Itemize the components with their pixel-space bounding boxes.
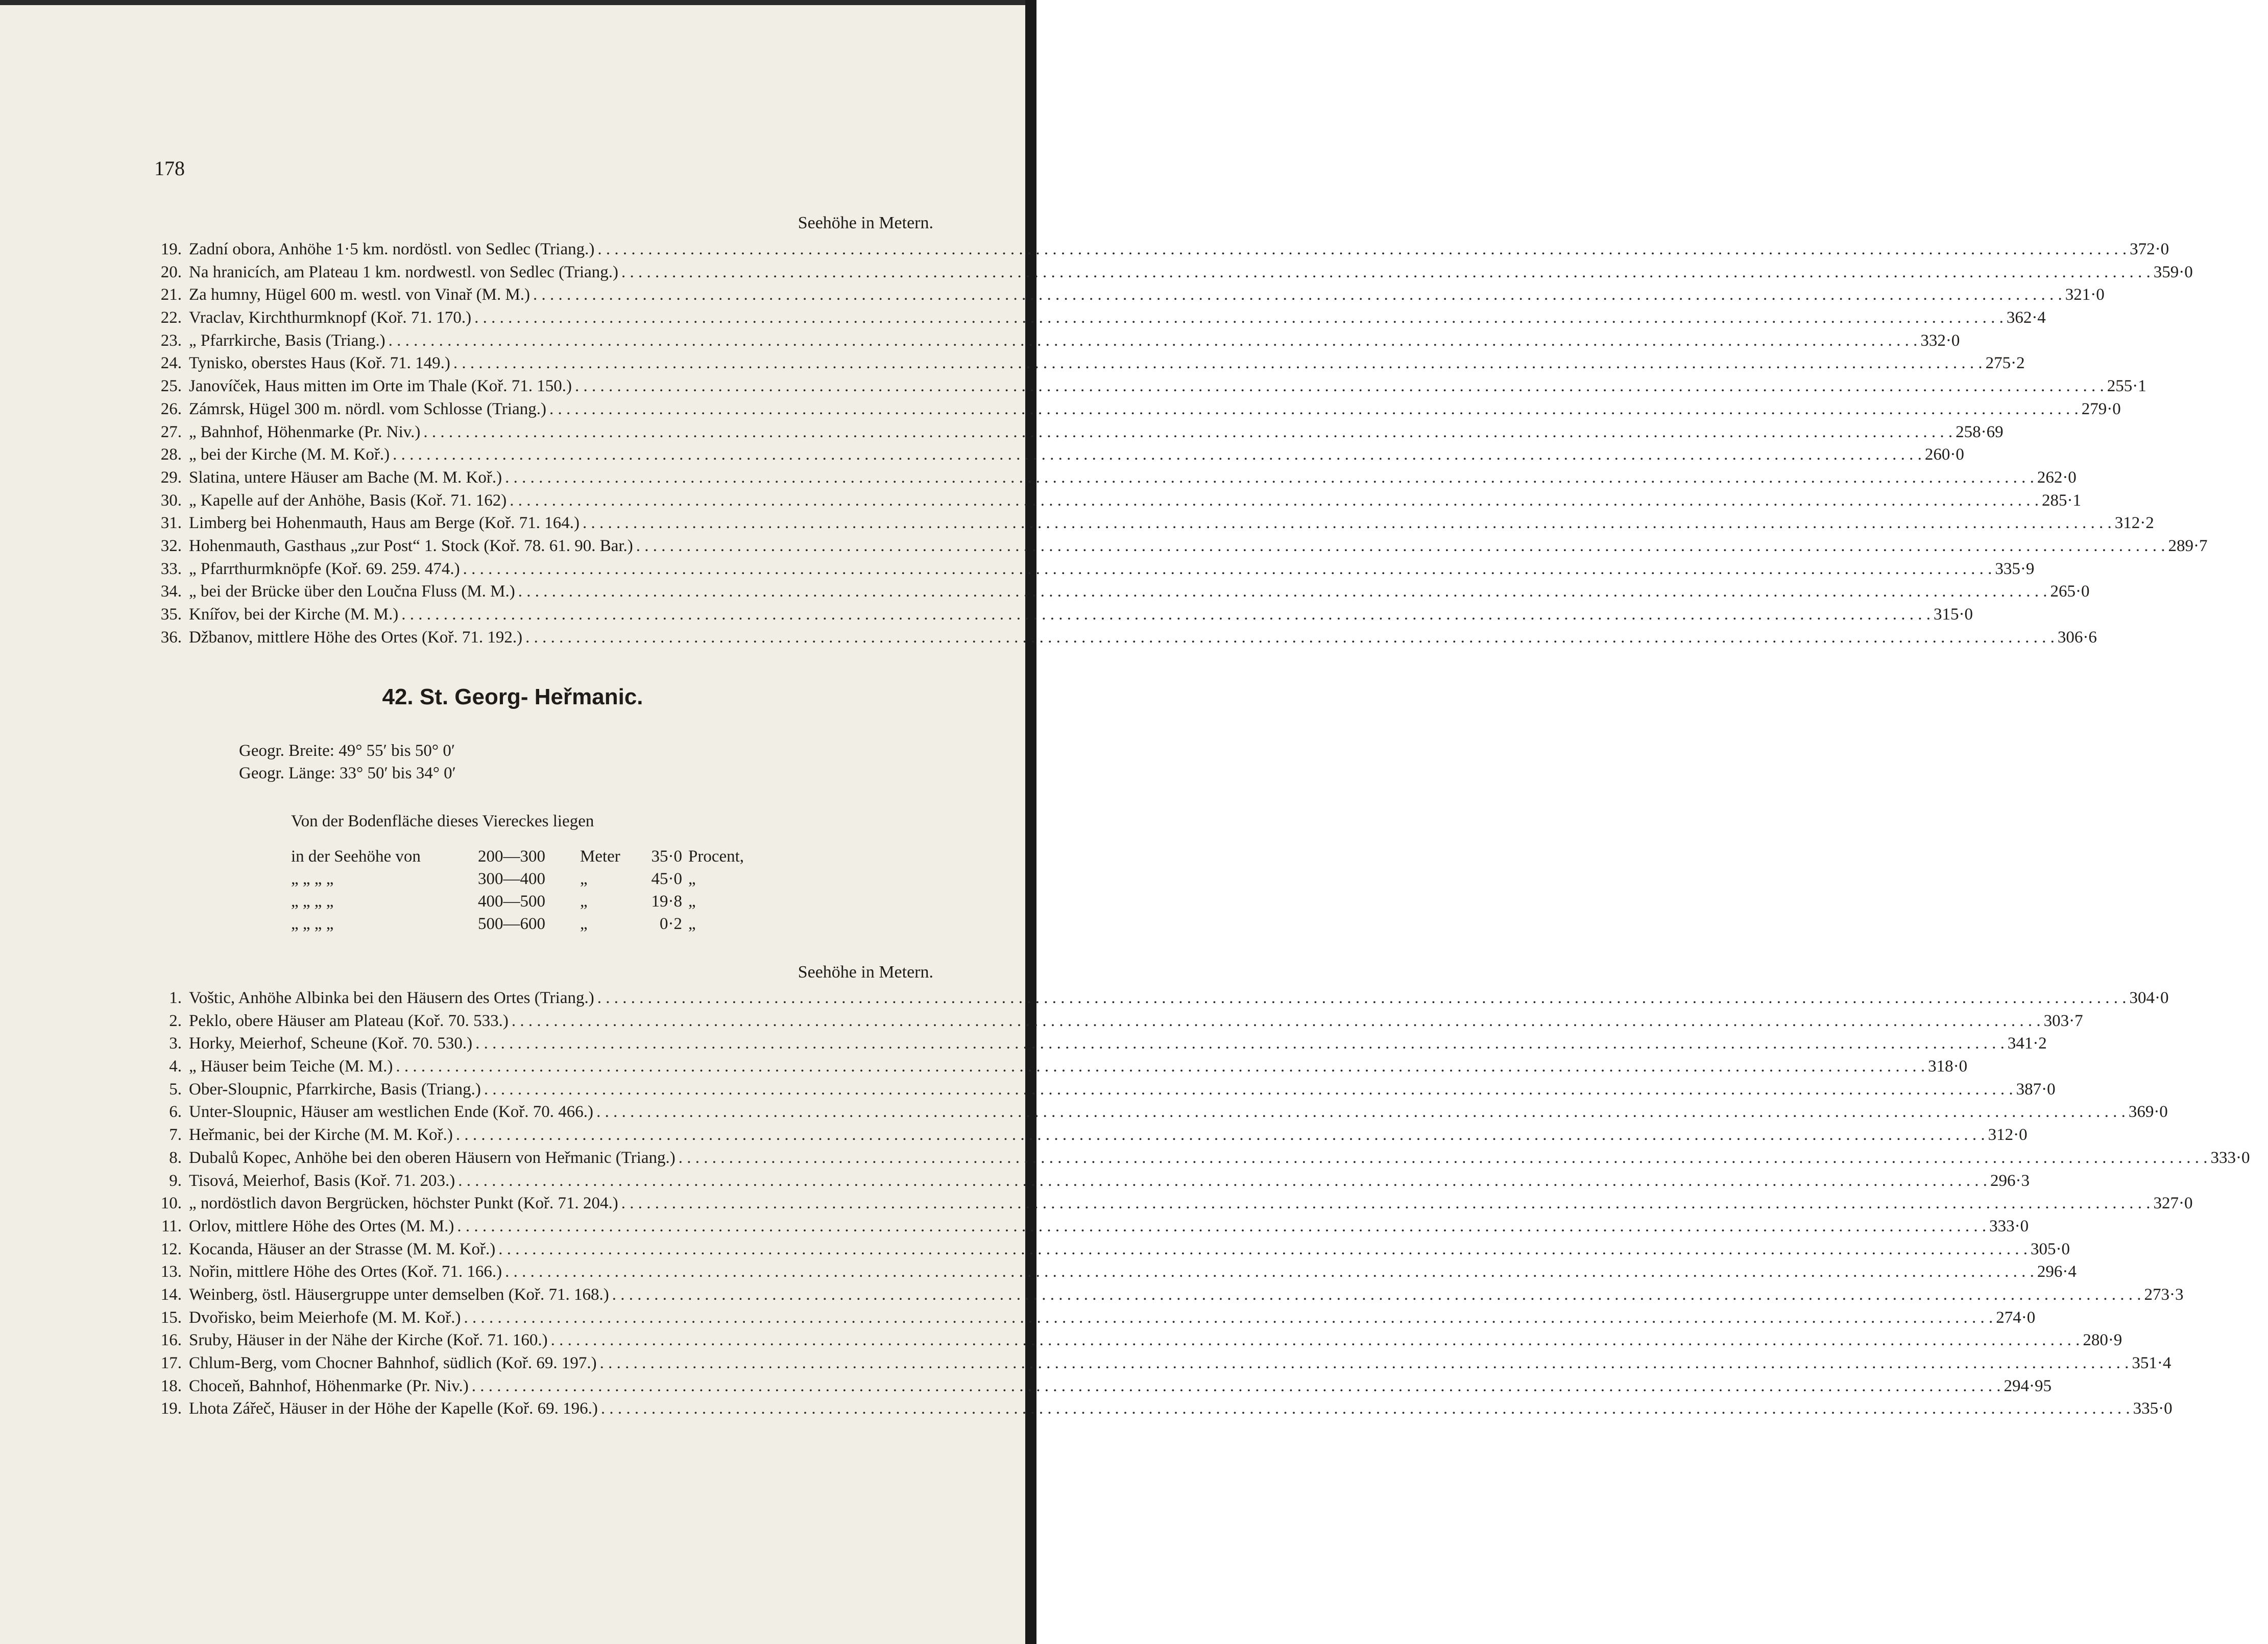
entry-description: Limberg bei Hohenmauth, Haus am Berge (Koř. 71. 164.) [189, 514, 580, 533]
entry-description: Džbanov, mittlere Höhe des Ortes (Koř. 71. 192.) [189, 628, 523, 647]
distribution-range: 300—400 [478, 870, 545, 888]
entry-description: Janovíček, Haus mitten im Orte im Thale (Koř. 71. 150.) [189, 377, 572, 396]
column-header-bottom: Seehöhe in Metern. [798, 963, 933, 982]
list-item [153, 1010, 2083, 1033]
leader-dots [506, 489, 2042, 512]
leader-dots [618, 261, 2154, 284]
entry-number: 35. [160, 605, 182, 624]
list-item [153, 421, 2004, 444]
entry-description: „ Pfarrthurmknöpfe (Koř. 69. 259. 474.) [189, 559, 460, 578]
leader-dots [593, 1101, 2129, 1124]
entry-description: Lhota Zářeč, Häuser in der Höhe der Kapelle (Koř. 69. 196.) [189, 1399, 598, 1418]
entry-number: 29. [160, 468, 182, 487]
distribution-row [291, 890, 744, 913]
entry-elevation: 280·9 [2083, 1331, 2122, 1350]
entry-elevation: 333·0 [2210, 1148, 2250, 1167]
entry-elevation: 369·0 [2128, 1103, 2168, 1122]
distribution-range: 200—300 [478, 847, 545, 866]
list-item [153, 261, 2193, 284]
leader-dots [502, 1260, 2037, 1283]
entry-description: Sruby, Häuser in der Nähe der Kirche (Koř. 71. 160.) [189, 1331, 548, 1350]
scan-border [0, 0, 1025, 5]
entry-description: „ nordöstlich davon Bergrücken, höchster Punkt (Koř. 71. 204.) [189, 1194, 618, 1213]
entry-number: 27. [160, 422, 182, 441]
entry-number: 21. [160, 285, 182, 304]
distribution-intro: Von der Bodenfläche dieses Viereckes liegen [291, 812, 594, 830]
entry-description: Voštic, Anhöhe Albinka bei den Häusern des Ortes (Triang.) [189, 989, 594, 1007]
entry-elevation: 315·0 [1934, 605, 1973, 624]
distribution-range: 400—500 [478, 892, 545, 911]
leader-dots [509, 1010, 2044, 1033]
entry-description: „ Häuser beim Teiche (M. M.) [189, 1057, 393, 1076]
list-item [153, 306, 2046, 329]
entry-number: 19. [160, 1399, 182, 1418]
entry-elevation: 359·0 [2153, 263, 2193, 281]
list-item [153, 1170, 2030, 1193]
entry-description: Kocanda, Häuser an der Strasse (M. M. Koř.) [189, 1240, 496, 1258]
entry-elevation: 255·1 [2107, 377, 2146, 396]
entry-number: 28. [160, 445, 182, 464]
entry-description: Peklo, obere Häuser am Plateau (Koř. 70. 533.) [189, 1011, 509, 1030]
entry-elevation: 306·6 [2057, 628, 2097, 647]
list-item [153, 535, 2208, 558]
entry-number: 36. [160, 628, 182, 647]
geo-latitude: Geogr. Breite: 49° 55′ bis 50° 0′ [239, 742, 455, 760]
entry-elevation: 333·0 [1989, 1217, 2029, 1235]
list-item [153, 489, 2081, 512]
entry-description: „ Pfarrkirche, Basis (Triang.) [189, 331, 385, 350]
distribution-label: Procent, [688, 847, 744, 866]
distribution-prefix: in der Seehöhe von [291, 847, 421, 866]
entry-elevation: 305·0 [2031, 1240, 2070, 1258]
column-header-top: Seehöhe in Metern. [798, 213, 933, 232]
distribution-unit: Meter [580, 847, 620, 866]
list-item [153, 352, 2025, 375]
leader-dots [420, 421, 1956, 444]
entry-elevation: 351·4 [2132, 1354, 2172, 1372]
entry-number: 16. [160, 1331, 182, 1350]
leader-dots [548, 1329, 2083, 1352]
entry-elevation: 294·95 [2004, 1376, 2052, 1395]
entry-description: Hohenmauth, Gasthaus „zur Post“ 1. Stock (Koř. 78. 61. 90. Bar.) [189, 536, 633, 555]
entry-description: Chlum-Berg, vom Chocner Bahnhof, südlich (Koř. 69. 197.) [189, 1354, 597, 1372]
leader-dots [598, 1397, 2133, 1420]
entry-elevation: 318·0 [1928, 1057, 1968, 1076]
list-item [153, 375, 2146, 398]
entry-number: 6. [169, 1103, 182, 1122]
leader-dots [450, 352, 1986, 375]
entry-description: Nořin, mittlere Höhe des Ortes (Koř. 71. 166.) [189, 1262, 502, 1281]
entry-elevation: 279·0 [2081, 399, 2121, 418]
distribution-percent: 45·0 [651, 870, 682, 888]
leader-dots [594, 238, 2130, 261]
entry-number: 15. [160, 1308, 182, 1327]
entry-description: Slatina, untere Häuser am Bache (M. M. Koř.) [189, 468, 502, 487]
distribution-label: „ [688, 915, 696, 933]
leader-dots [460, 558, 1995, 581]
distribution-unit: „ [580, 870, 588, 888]
entry-elevation: 285·1 [2042, 491, 2081, 510]
leader-dots [454, 1215, 1989, 1238]
list-item [153, 1101, 2168, 1124]
entry-description: Weinberg, östl. Häusergruppe unter demselben (Koř. 71. 168.) [189, 1285, 609, 1304]
entry-number: 11. [161, 1217, 182, 1235]
entry-number: 18. [160, 1376, 182, 1395]
leader-dots [546, 398, 2082, 421]
entry-number: 33. [160, 559, 182, 578]
entry-elevation: 289·7 [2168, 536, 2208, 555]
distribution-prefix: „ „ „ „ [291, 915, 334, 933]
leader-dots [515, 580, 2050, 603]
entry-number: 8. [169, 1148, 182, 1167]
leader-dots [609, 1283, 2144, 1306]
entry-number: 1. [169, 989, 182, 1007]
entry-number: 25. [160, 377, 182, 396]
entry-description: „ bei der Kirche (M. M. Koř.) [189, 445, 390, 464]
entry-description: Horky, Meierhof, Scheune (Koř. 70. 530.) [189, 1034, 473, 1053]
list-item [153, 1147, 2250, 1170]
leader-dots [580, 512, 2115, 535]
entry-elevation: 335·9 [1995, 559, 2035, 578]
entry-elevation: 327·0 [2153, 1194, 2193, 1213]
entry-number: 26. [160, 399, 182, 418]
list-item [153, 626, 2097, 649]
leader-dots [502, 466, 2037, 489]
entry-description: „ bei der Brücke über den Loučna Fluss (M. M.) [189, 582, 515, 601]
list-item [153, 1397, 2173, 1420]
entry-number: 20. [160, 263, 182, 281]
leader-dots [471, 306, 2007, 329]
list-item [153, 1215, 2029, 1238]
leader-dots [633, 535, 2168, 558]
distribution-label: „ [688, 870, 696, 888]
entry-description: Choceň, Bahnhof, Höhenmarke (Pr. Niv.) [189, 1376, 469, 1395]
leader-dots [675, 1147, 2211, 1170]
entry-number: 30. [160, 491, 182, 510]
distribution-range: 500—600 [478, 915, 545, 933]
entry-elevation: 303·7 [2043, 1011, 2083, 1030]
entry-elevation: 260·0 [1924, 445, 1964, 464]
entry-number: 24. [160, 354, 182, 373]
distribution-prefix: „ „ „ „ [291, 870, 334, 888]
leader-dots [453, 1124, 1988, 1147]
entry-elevation: 372·0 [2130, 240, 2169, 258]
entry-description: Orlov, mittlere Höhe des Ortes (M. M.) [189, 1217, 454, 1235]
entry-elevation: 312·2 [2114, 514, 2154, 533]
entry-number: 22. [160, 308, 182, 327]
entry-elevation: 274·0 [1996, 1308, 2036, 1327]
leader-dots [385, 329, 1921, 352]
entry-number: 14. [160, 1285, 182, 1304]
list-item [153, 1078, 2056, 1101]
entry-description: Dubalů Kopec, Anhöhe bei den oberen Häusern von Heřmanic (Triang.) [189, 1148, 675, 1167]
entry-elevation: 321·0 [2065, 285, 2105, 304]
entry-elevation: 258·69 [1956, 422, 2004, 441]
leader-dots [530, 283, 2065, 306]
list-item [153, 283, 2105, 306]
entry-elevation: 304·0 [2129, 989, 2169, 1007]
distribution-unit: „ [580, 915, 588, 933]
entry-number: 2. [169, 1011, 182, 1030]
entry-description: Zámrsk, Hügel 300 m. nördl. vom Schlosse (Triang.) [189, 399, 546, 418]
entry-description: „ Bahnhof, Höhenmarke (Pr. Niv.) [189, 422, 421, 441]
list-item [153, 558, 2035, 581]
entry-description: Vraclav, Kirchthurmknopf (Koř. 71. 170.) [189, 308, 472, 327]
leader-dots [597, 1352, 2132, 1375]
entry-number: 13. [160, 1262, 182, 1281]
distribution-row [291, 868, 744, 890]
list-item [153, 1032, 2047, 1055]
leader-dots [495, 1238, 2031, 1261]
entry-description: Zadní obora, Anhöhe 1·5 km. nordöstl. von Sedlec (Triang.) [189, 240, 595, 258]
list-item [153, 398, 2121, 421]
entry-elevation: 296·3 [1990, 1171, 2030, 1190]
list-item [153, 238, 2169, 261]
entry-elevation: 362·4 [2006, 308, 2046, 327]
distribution-row [291, 913, 744, 935]
section-title: 42. St. Georg- Heřmanic. [382, 684, 643, 709]
distribution-row [291, 845, 744, 868]
leader-dots [469, 1375, 2004, 1398]
list-item [153, 1055, 1968, 1078]
entry-description: Za humny, Hügel 600 m. westl. von Vinař (M. M.) [189, 285, 530, 304]
entry-elevation: 262·0 [2037, 468, 2077, 487]
distribution-percent: 35·0 [651, 847, 682, 866]
leader-dots [472, 1032, 2008, 1055]
elevation-list-bottom [153, 987, 2250, 1420]
entry-description: Na hranicích, am Plateau 1 km. nordwestl. von Sedlec (Triang.) [189, 263, 619, 281]
entry-elevation: 341·2 [2007, 1034, 2047, 1053]
elevation-list-top [153, 238, 2208, 649]
entry-number: 10. [160, 1194, 182, 1213]
entry-description: Tisová, Meierhof, Basis (Koř. 71. 203.) [189, 1171, 455, 1190]
entry-elevation: 273·3 [2144, 1285, 2184, 1304]
leader-dots [618, 1192, 2154, 1215]
entry-elevation: 332·0 [1920, 331, 1960, 350]
list-item [153, 1283, 2184, 1306]
list-item [153, 603, 1973, 626]
list-item [153, 1352, 2172, 1375]
leader-dots [481, 1078, 2016, 1101]
list-item [153, 1238, 2070, 1261]
leader-dots [393, 1055, 1928, 1078]
elevation-distribution [291, 845, 744, 935]
entry-description: Knířov, bei der Kirche (M. M.) [189, 605, 399, 624]
entry-number: 23. [160, 331, 182, 350]
distribution-percent: 0·2 [660, 915, 682, 933]
distribution-percent: 19·8 [651, 892, 682, 911]
list-item [153, 580, 2090, 603]
entry-elevation: 296·4 [2037, 1262, 2077, 1281]
entry-number: 7. [169, 1126, 182, 1145]
page-number: 178 [154, 157, 185, 180]
leader-dots [461, 1306, 1996, 1329]
entry-number: 31. [160, 514, 182, 533]
entry-number: 32. [160, 536, 182, 555]
entry-number: 4. [169, 1057, 182, 1076]
list-item [153, 512, 2154, 535]
entry-elevation: 312·0 [1988, 1126, 2028, 1145]
distribution-label: „ [688, 892, 696, 911]
list-item [153, 987, 2169, 1010]
entry-number: 19. [160, 240, 182, 258]
entry-description: Dvořisko, beim Meierhofe (M. M. Koř.) [189, 1308, 461, 1327]
list-item [153, 329, 1960, 352]
entry-number: 12. [160, 1240, 182, 1258]
entry-elevation: 265·0 [2050, 582, 2090, 601]
list-item [153, 1124, 2028, 1147]
entry-number: 5. [169, 1080, 182, 1099]
entry-description: Tynisko, oberstes Haus (Koř. 71. 149.) [189, 354, 450, 373]
leader-dots [398, 603, 1934, 626]
entry-number: 3. [169, 1034, 182, 1053]
distribution-unit: „ [580, 892, 588, 911]
list-item [153, 1375, 2052, 1398]
list-item [153, 466, 2077, 489]
entry-description: Ober-Sloupnic, Pfarrkirche, Basis (Triang.) [189, 1080, 481, 1099]
entry-description: „ Kapelle auf der Anhöhe, Basis (Koř. 71. 162) [189, 491, 507, 510]
list-item [153, 1260, 2077, 1283]
list-item [153, 1329, 2122, 1352]
leader-dots [522, 626, 2058, 649]
entry-description: Heřmanic, bei der Kirche (M. M. Koř.) [189, 1126, 453, 1145]
geo-longitude: Geogr. Länge: 33° 50′ bis 34° 0′ [239, 764, 456, 782]
leader-dots [455, 1170, 1990, 1193]
list-item [153, 1306, 2036, 1329]
leader-dots [390, 443, 1925, 466]
entry-elevation: 335·0 [2133, 1399, 2173, 1418]
entry-description: Unter-Sloupnic, Häuser am westlichen Ende (Koř. 70. 466.) [189, 1103, 594, 1122]
entry-elevation: 387·0 [2016, 1080, 2056, 1099]
list-item [153, 1192, 2193, 1215]
entry-number: 34. [160, 582, 182, 601]
entry-number: 9. [169, 1171, 182, 1190]
entry-elevation: 275·2 [1985, 354, 2025, 373]
leader-dots [572, 375, 2107, 398]
list-item [153, 443, 1964, 466]
leader-dots [594, 987, 2130, 1010]
distribution-prefix: „ „ „ „ [291, 892, 334, 911]
entry-number: 17. [160, 1354, 182, 1372]
